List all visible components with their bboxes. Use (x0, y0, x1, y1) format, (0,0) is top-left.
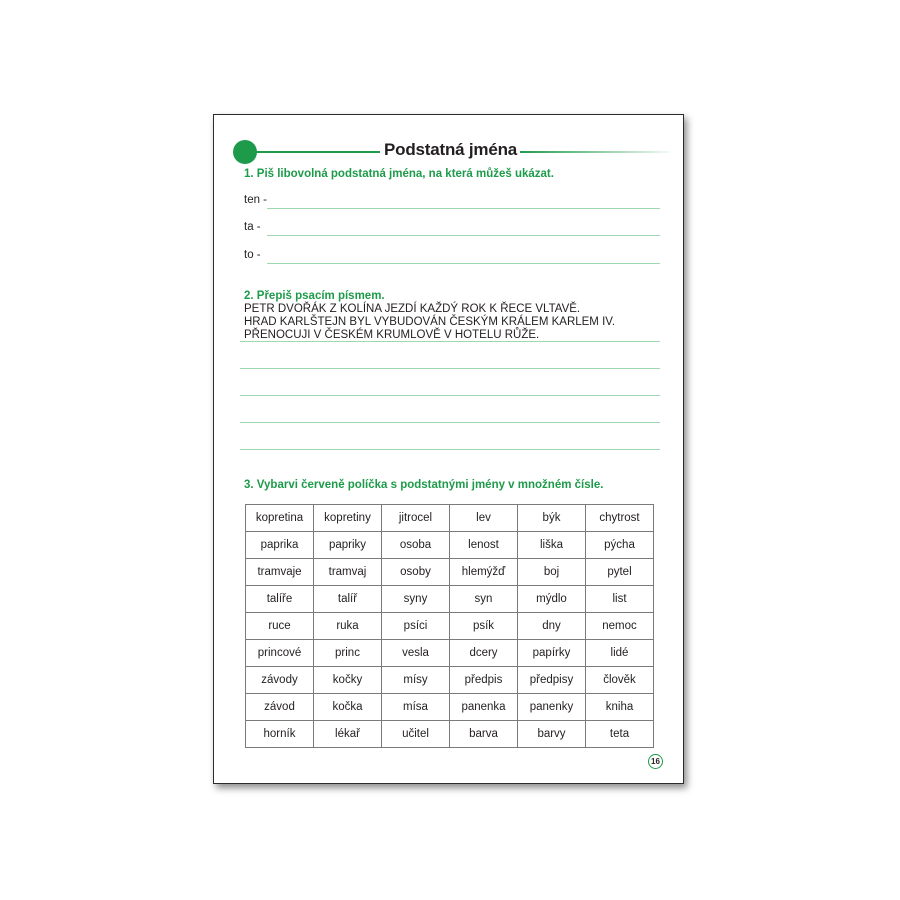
word-cell[interactable]: lev (450, 505, 518, 532)
copy-sentence: HRAD KARLŠTEJN BYL VYBUDOVÁN ČESKÝM KRÁLEM KARLEM IV. (244, 316, 616, 328)
word-cell[interactable]: dny (518, 613, 586, 640)
word-grid-row (246, 559, 654, 586)
word-cell[interactable]: kopretina (246, 505, 314, 532)
word-grid-row (246, 640, 654, 667)
word-cell[interactable]: kočky (314, 667, 382, 694)
word-cell[interactable]: kočka (314, 694, 382, 721)
answer-rule (267, 208, 660, 209)
word-cell[interactable]: lenost (450, 532, 518, 559)
word-cell[interactable]: horník (246, 721, 314, 748)
word-cell[interactable]: psík (450, 613, 518, 640)
word-cell[interactable]: lidé (586, 640, 654, 667)
word-cell[interactable]: osoby (382, 559, 450, 586)
word-grid-row (246, 667, 654, 694)
answer-line-ta[interactable] (244, 221, 660, 237)
word-cell[interactable]: kniha (586, 694, 654, 721)
answer-line-ten[interactable] (244, 194, 660, 210)
writing-line[interactable] (240, 422, 660, 423)
word-grid-row (246, 721, 654, 748)
word-cell[interactable]: mísa (382, 694, 450, 721)
word-cell[interactable]: talíře (246, 586, 314, 613)
word-grid (245, 504, 654, 748)
writing-line[interactable] (240, 449, 660, 450)
word-cell[interactable]: tramvaje (246, 559, 314, 586)
word-cell[interactable]: pýcha (586, 532, 654, 559)
word-cell[interactable]: ruka (314, 613, 382, 640)
title-rule-left (252, 151, 380, 153)
word-cell[interactable]: chytrost (586, 505, 654, 532)
word-cell[interactable]: závod (246, 694, 314, 721)
word-cell[interactable]: boj (518, 559, 586, 586)
word-cell[interactable]: mísy (382, 667, 450, 694)
copy-sentence: PETR DVOŘÁK Z KOLÍNA JEZDÍ KAŽDÝ ROK K ŘECE VLTAVĚ. (244, 303, 581, 315)
word-cell[interactable]: barvy (518, 721, 586, 748)
task3-heading: 3. Vybarvi červeně políčka s podstatnými jmény v množném čísle. (244, 479, 604, 491)
word-cell[interactable]: osoba (382, 532, 450, 559)
word-cell[interactable]: paprika (246, 532, 314, 559)
word-cell[interactable]: papírky (518, 640, 586, 667)
word-grid-row (246, 532, 654, 559)
word-cell[interactable]: syn (450, 586, 518, 613)
word-cell[interactable]: býk (518, 505, 586, 532)
answer-rule (267, 263, 660, 264)
answer-label: ta - (244, 221, 261, 233)
word-cell[interactable]: předpis (450, 667, 518, 694)
word-cell[interactable]: vesla (382, 640, 450, 667)
worksheet-page (213, 114, 684, 784)
task2-heading: 2. Přepiš psacím písmem. (244, 290, 385, 302)
word-cell[interactable]: papriky (314, 532, 382, 559)
word-grid-row (246, 586, 654, 613)
word-cell[interactable]: jitrocel (382, 505, 450, 532)
word-cell[interactable]: dcery (450, 640, 518, 667)
word-grid-row (246, 694, 654, 721)
copy-sentence: PŘENOCUJI V ČESKÉM KRUMLOVĚ V HOTELU RŮŽE. (244, 329, 540, 341)
word-cell[interactable]: tramvaj (314, 559, 382, 586)
word-cell[interactable]: lékař (314, 721, 382, 748)
word-cell[interactable]: ruce (246, 613, 314, 640)
word-grid-row (246, 613, 654, 640)
word-cell[interactable]: člověk (586, 667, 654, 694)
writing-line[interactable] (240, 341, 660, 342)
answer-label: ten - (244, 194, 268, 206)
word-cell[interactable]: mýdlo (518, 586, 586, 613)
task1-heading: 1. Piš libovolná podstatná jména, na která můžeš ukázat. (244, 168, 554, 180)
writing-line[interactable] (240, 395, 660, 396)
word-cell[interactable]: talíř (314, 586, 382, 613)
answer-rule (267, 235, 660, 236)
word-cell[interactable]: psíci (382, 613, 450, 640)
writing-line[interactable] (240, 368, 660, 369)
word-cell[interactable]: hlemýžď (450, 559, 518, 586)
answer-line-to[interactable] (244, 249, 660, 265)
word-grid-row (246, 505, 654, 532)
page-number: 16 (648, 754, 663, 769)
word-cell[interactable]: panenky (518, 694, 586, 721)
word-cell[interactable]: liška (518, 532, 586, 559)
word-cell[interactable]: list (586, 586, 654, 613)
title-rule-right (520, 151, 670, 153)
word-cell[interactable]: panenka (450, 694, 518, 721)
word-cell[interactable]: princ (314, 640, 382, 667)
word-cell[interactable]: nemoc (586, 613, 654, 640)
word-cell[interactable]: kopretiny (314, 505, 382, 532)
word-cell[interactable]: pytel (586, 559, 654, 586)
word-cell[interactable]: syny (382, 586, 450, 613)
word-cell[interactable]: předpisy (518, 667, 586, 694)
word-cell[interactable]: učitel (382, 721, 450, 748)
word-cell[interactable]: barva (450, 721, 518, 748)
word-cell[interactable]: závody (246, 667, 314, 694)
word-cell[interactable]: teta (586, 721, 654, 748)
word-cell[interactable]: princové (246, 640, 314, 667)
page-title: Podstatná jména (384, 140, 518, 159)
answer-label: to - (244, 249, 261, 261)
copy-sentences (244, 303, 615, 342)
